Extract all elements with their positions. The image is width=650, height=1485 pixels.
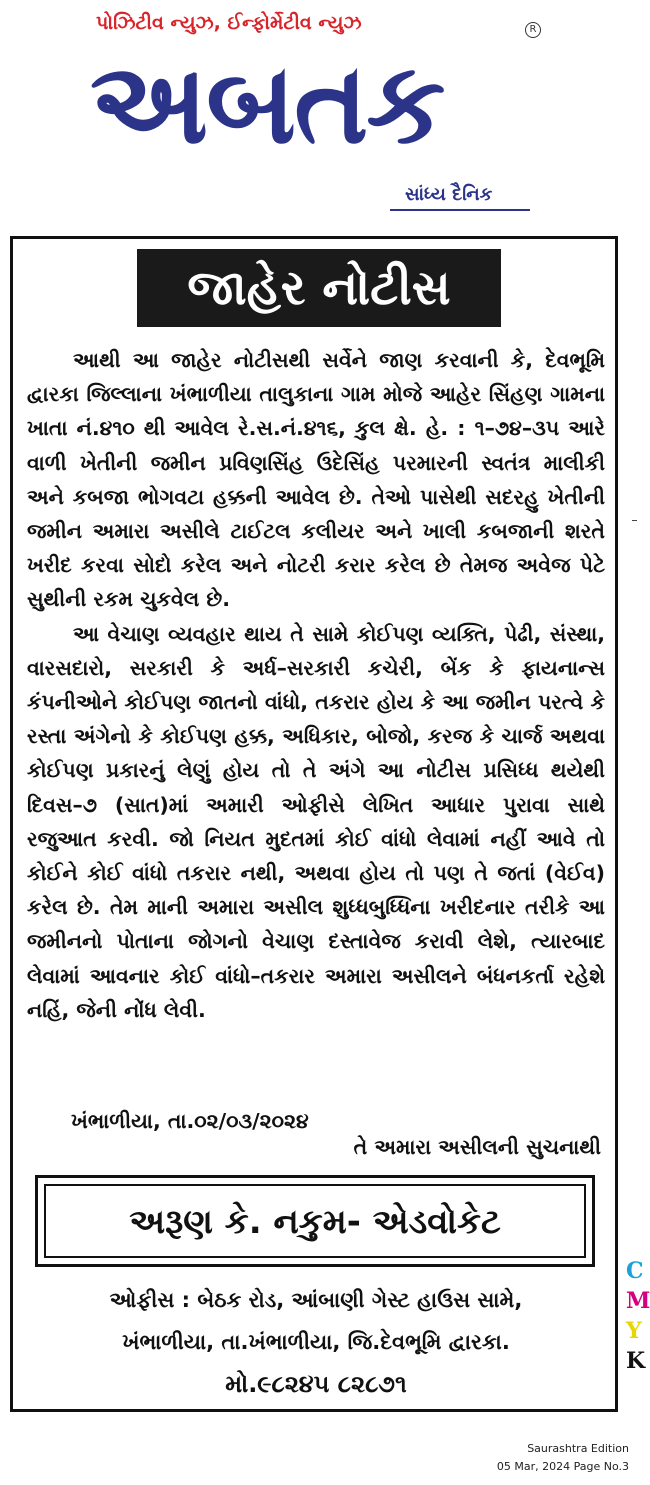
address-line: ઓફીસ : બેઠક રોડ, આંબાણી ગેસ્ટ હાઉસ સામે, xyxy=(109,1288,523,1312)
notice-title: જાહેર નોટીસ xyxy=(137,249,501,327)
edition-footer xyxy=(497,1440,629,1476)
edition-date-page: 05 Mar, 2024 Page No.3 xyxy=(496,1460,629,1473)
newspaper-logo: અબતક xyxy=(90,39,444,169)
on-behalf-line: તે અમારા અસીલની સુચનાથી xyxy=(353,1135,601,1159)
address-line: ખંભાળીયા, તા.ખંભાળીયા, જિ.દેવભૂમિ દ્વારકા. xyxy=(122,1330,510,1354)
registered-trademark-icon: R xyxy=(525,22,541,38)
crop-mark xyxy=(632,520,637,521)
notice-paragraph xyxy=(27,617,605,1027)
public-notice-box xyxy=(10,236,618,1412)
black-mark: K xyxy=(626,1348,646,1374)
edition-name: Saurashtra Edition xyxy=(527,1442,629,1455)
subbrand-underline xyxy=(390,209,530,211)
notice-paragraph-text: આથી આ જાહેર નોટીસથી સર્વેને જાણ કરવાની કે, દેવભૂમિ દ્વારકા જિલ્લાના ખંભાળીયા તાલુકાના ગામ મોજે આહેર સિંહણ ગામના ખાતા નં.૪૧૦ થી આવેલ રે.સ.નં.૪૧૬, કુલ ક્ષે. હે. : ૧–૭૪–૩૫ આરે વાળી ખેતીની જમીન પ્રવિણસિંહ ઉદેસિંહ પરમારની સ્વતંત્ર માલીકી અને કબજા ભોગવટા હક્કની આવેલ છે. તેઓ પાસેથી સદરહુ ખેતીની જમીન અમારા અસીલે ટાઈટલ કલીયર અને ખાલી કબજાની શરતે ખરીદ કરવા સોદો કરેલ અને નોટરી કરાર કરેલ છે તેમજ અવેજ પેટે સુથીની રકમ ચુકવેલ છે. xyxy=(27,348,605,612)
place-and-date: ખંભાળીયા, તા.૦૨/૦૩/૨૦૨૪ xyxy=(71,1109,309,1133)
cmyk-color-marks xyxy=(626,1256,650,1376)
advocate-address xyxy=(27,1279,605,1405)
notice-paragraph-text: આ વેચાણ વ્યવહાર થાય તે સામે કોઈપણ વ્યક્તિ, પેઢી, સંસ્થા, વારસદારો, સરકારી કે અર્ધ–સરકારી કચેરી, બેંક કે ફાયનાન્સ કંપનીઓને કોઈપણ જાતનો વાંધો, તકરાર હોય કે આ જમીન પરત્વે કે રસ્તા અંગેનો કે કોઈપણ હક્ક, અધિકાર, બોજો, કરજ કે ચાર્જ અથવા કોઈપણ પ્રકારનું લેણું હોય તો તે અંગે આ નોટીસ પ્રસિધ્ધ થયેથી દિવસ–૭ (સાત)માં અમારી ઓફીસે લેખિત આધાર પુરાવા સાથે રજુઆત કરવી. જો નિયત મુદતમાં કોઈ વાંધો લેવામાં નહીં આવે તો કોઈને કોઈ વાંધો તકરાર નથી, અથવા હોય તો પણ તે જતાં (વેઈવ) કરેલ છે. તેમ માની અમારા અસીલ શુધ્ધબુધ્ધિના ખરીદનાર તરીકે આ જમીનનો પોતાના જોગનો વેચાણ દસ્તાવેજ કરાવી લેશે, ત્યારબાદ લેવામાં આવનાર કોઈ વાંધો–તકરાર અમારા અસીલને બંધનકર્તા રહેશે નહિં, જેની નોંધ લેવી. xyxy=(27,621,605,1022)
cyan-mark: C xyxy=(626,1258,644,1284)
advocate-name: અરૂણ કે. નકુમ- એડવોકેટ xyxy=(44,1184,586,1258)
masthead-tagline: પોઝિટીવ ન્યુઝ, ઈન્ફોર્મેટીવ ન્યુઝ xyxy=(96,12,362,34)
masthead-subbrand: સાંધ્ય દૈનિક xyxy=(405,184,493,205)
yellow-mark: Y xyxy=(626,1318,642,1344)
masthead xyxy=(90,12,550,207)
advocate-name-box xyxy=(35,1175,595,1267)
mobile-number: મો.૯૮૨૪૫ ૮૨૮૭૧ xyxy=(225,1370,407,1398)
notice-paragraph xyxy=(27,343,605,617)
notice-body xyxy=(27,343,605,1027)
magenta-mark: M xyxy=(626,1288,650,1314)
